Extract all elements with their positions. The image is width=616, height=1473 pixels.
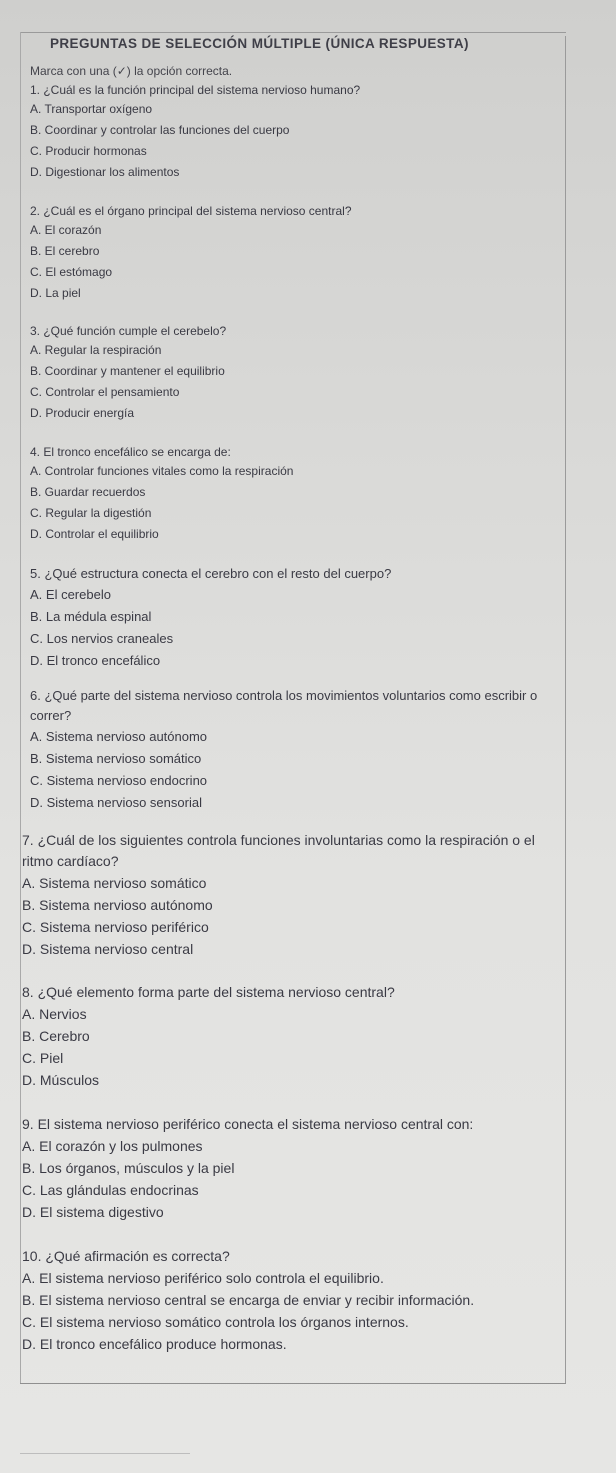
question-10 [22, 1246, 542, 1355]
question-3 [30, 322, 550, 424]
question-4 [30, 443, 550, 545]
frame-top-border [20, 32, 566, 33]
frame-right-border [565, 36, 566, 1384]
instruction-text: Marca con una (✓) la opción correcta. [30, 64, 233, 78]
question-text: 4. El tronco encefálico se encarga de: [30, 445, 231, 459]
option-a[interactable]: A. El corazón y los pulmones [22, 1138, 203, 1154]
option-b[interactable]: B. Coordinar y controlar las funciones del cuerpo [30, 123, 290, 137]
option-d[interactable]: D. Músculos [22, 1072, 100, 1088]
option-c[interactable]: C. Regular la digestión [30, 506, 152, 520]
option-c[interactable]: C. Producir hormonas [30, 144, 147, 158]
question-text: 2. ¿Cuál es el órgano principal del sistema nervioso central? [30, 204, 352, 218]
option-b[interactable]: B. Sistema nervioso autónomo [22, 897, 213, 913]
option-c[interactable]: C. Piel [22, 1050, 64, 1066]
option-a[interactable]: A. Sistema nervioso somático [22, 875, 207, 891]
option-c[interactable]: C. Las glándulas endocrinas [22, 1182, 199, 1198]
option-c[interactable]: C. Los nervios craneales [30, 631, 174, 646]
option-d[interactable]: D. El tronco encefálico [30, 653, 161, 668]
worksheet-title: PREGUNTAS DE SELECCIÓN MÚLTIPLE (ÚNICA RESPUESTA) [50, 36, 469, 51]
option-b[interactable]: B. El sistema nervioso central se encarga de enviar y recibir información. [22, 1292, 475, 1308]
question-text: 1. ¿Cuál es la función principal del sistema nervioso humano? [30, 83, 361, 97]
option-b[interactable]: B. Coordinar y mantener el equilibrio [30, 364, 225, 378]
question-text: 7. ¿Cuál de los siguientes controla funciones involuntarias como la respiración o el ritmo cardíaco? [22, 832, 535, 869]
question-8 [22, 982, 542, 1091]
question-5 [30, 564, 550, 672]
option-b[interactable]: B. Guardar recuerdos [30, 485, 146, 499]
question-text: 5. ¿Qué estructura conecta el cerebro con el resto del cuerpo? [30, 566, 392, 581]
option-b[interactable]: B. Los órganos, músculos y la piel [22, 1160, 235, 1176]
frame-left-border [20, 32, 21, 1384]
question-7 [22, 830, 542, 960]
option-d[interactable]: D. El tronco encefálico produce hormonas. [22, 1336, 287, 1352]
option-a[interactable]: A. Controlar funciones vitales como la respiración [30, 464, 294, 478]
question-text: 9. El sistema nervioso periférico conecta el sistema nervioso central con: [22, 1116, 474, 1132]
question-text: 6. ¿Qué parte del sistema nervioso controla los movimientos voluntarios como escribir o correr? [30, 688, 538, 723]
option-d[interactable]: D. La piel [30, 286, 81, 300]
frame-bottom-border [20, 1383, 566, 1384]
option-a[interactable]: A. El cerebelo [30, 587, 111, 602]
option-a[interactable]: A. Regular la respiración [30, 343, 162, 357]
question-9 [22, 1114, 542, 1223]
question-text: 10. ¿Qué afirmación es correcta? [22, 1248, 230, 1264]
option-c[interactable]: C. El estómago [30, 265, 113, 279]
faint-divider [20, 1453, 190, 1454]
option-d[interactable]: D. Sistema nervioso central [22, 941, 194, 957]
question-6 [30, 686, 550, 814]
option-d[interactable]: D. Sistema nervioso sensorial [30, 795, 202, 810]
question-2 [30, 202, 550, 304]
option-b[interactable]: B. Sistema nervioso somático [30, 751, 202, 766]
option-c[interactable]: C. Controlar el pensamiento [30, 385, 180, 399]
option-b[interactable]: B. Cerebro [22, 1028, 90, 1044]
option-d[interactable]: D. Producir energía [30, 406, 135, 420]
question-text: 8. ¿Qué elemento forma parte del sistema nervioso central? [22, 984, 395, 1000]
option-d[interactable]: D. El sistema digestivo [22, 1204, 164, 1220]
option-b[interactable]: B. El cerebro [30, 244, 100, 258]
option-b[interactable]: B. La médula espinal [30, 609, 152, 624]
option-c[interactable]: C. Sistema nervioso periférico [22, 919, 209, 935]
option-a[interactable]: A. El sistema nervioso periférico solo controla el equilibrio. [22, 1270, 384, 1286]
option-c[interactable]: C. Sistema nervioso endocrino [30, 773, 208, 788]
option-d[interactable]: D. Digestionar los alimentos [30, 165, 180, 179]
option-c[interactable]: C. El sistema nervioso somático controla los órganos internos. [22, 1314, 409, 1330]
option-d[interactable]: D. Controlar el equilibrio [30, 527, 159, 541]
option-a[interactable]: A. El corazón [30, 223, 102, 237]
option-a[interactable]: A. Sistema nervioso autónomo [30, 729, 208, 744]
question-1 [30, 81, 550, 183]
question-text: 3. ¿Qué función cumple el cerebelo? [30, 324, 227, 338]
option-a[interactable]: A. Transportar oxígeno [30, 102, 153, 116]
option-a[interactable]: A. Nervios [22, 1006, 87, 1022]
